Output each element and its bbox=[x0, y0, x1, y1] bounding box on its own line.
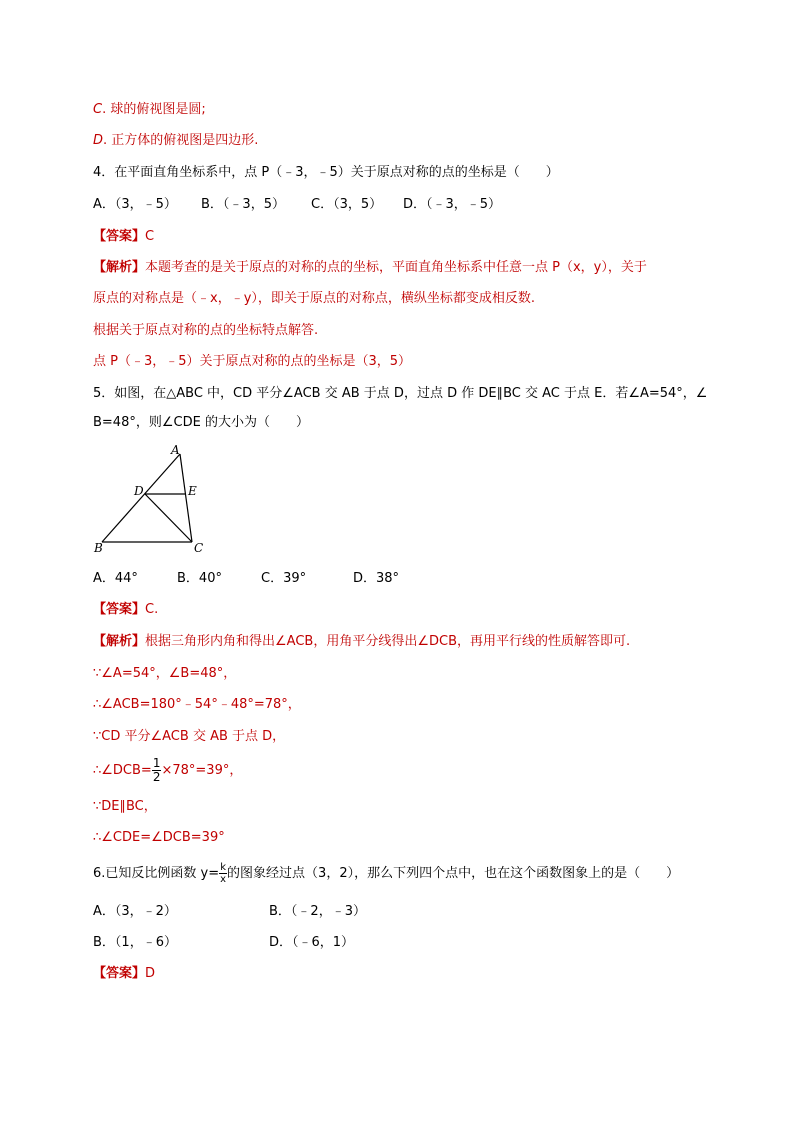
q5-analysis-1 bbox=[93, 633, 630, 651]
q6-answer-label: 【答案】 bbox=[93, 966, 146, 981]
q4-analysis-1 bbox=[93, 259, 647, 277]
q6-stem-prefix: 6.已知反比例函数 y= bbox=[93, 866, 220, 881]
fraction-denominator: 2 bbox=[152, 770, 161, 784]
q5-step-1: ∵∠A=54°，∠B=48°， bbox=[93, 666, 237, 681]
q4-option-b: B．（﹣3，5） bbox=[201, 197, 285, 212]
q5-answer-value: C. bbox=[145, 602, 159, 617]
q6-option-c: B．（1，﹣6） bbox=[93, 935, 177, 950]
q5-step-6: ∴∠CDE=∠DCB=39° bbox=[93, 830, 225, 845]
fraction-numerator: k bbox=[220, 862, 226, 873]
q4-analysis-3: 根据关于原点对称的点的坐标特点解答. bbox=[93, 323, 319, 338]
q5-step-4-prefix: ∴∠DCB= bbox=[93, 763, 152, 778]
label-e: E bbox=[188, 484, 197, 498]
q3-option-c-letter: C bbox=[93, 102, 103, 117]
q5-stem-1: 5．如图，在△ABC 中，CD 平分∠ACB 交 AB 于点 D，过点 D 作 DE∥BC 交 AC 于点 E．若∠A=54°，∠ bbox=[93, 386, 708, 401]
q3-option-c bbox=[93, 101, 206, 119]
triangle-figure bbox=[88, 438, 218, 560]
q5-answer-label: 【答案】 bbox=[93, 602, 146, 617]
q4-analysis-text-1: 本题考查的是关于原点的对称的点的坐标，平面直角坐标系中任意一点 P（x，y），关于 bbox=[145, 260, 647, 275]
q5-answer bbox=[93, 601, 158, 619]
segment-ab bbox=[102, 454, 180, 542]
q5-option-b: B．40° bbox=[177, 571, 222, 586]
q3-option-c-text: . 球的俯视图是圆; bbox=[102, 102, 206, 117]
q4-analysis-label: 【解析】 bbox=[93, 260, 146, 275]
q5-option-d: D．38° bbox=[353, 571, 400, 586]
q6-stem bbox=[93, 862, 679, 885]
q5-options bbox=[93, 570, 399, 588]
q3-option-d bbox=[93, 132, 258, 150]
segment-cd bbox=[145, 494, 192, 542]
label-b: B bbox=[94, 541, 103, 555]
label-d: D bbox=[134, 484, 144, 498]
q6-options-row-2 bbox=[93, 934, 354, 952]
q4-answer-value: C bbox=[145, 229, 155, 244]
q6-option-d: D．（﹣6，1） bbox=[269, 935, 355, 950]
q4-option-a: A．（3，﹣5） bbox=[93, 197, 177, 212]
segment-ac bbox=[180, 454, 192, 542]
q5-analysis-label: 【解析】 bbox=[93, 634, 146, 649]
label-c: C bbox=[194, 541, 204, 555]
q4-analysis-2: 原点的对称点是（﹣x，﹣y），即关于原点的对称点，横纵坐标都变成相反数. bbox=[93, 291, 536, 306]
q4-answer bbox=[93, 228, 154, 246]
q5-option-a: A．44° bbox=[93, 571, 138, 586]
q4-option-d: D．（﹣3，﹣5） bbox=[403, 197, 502, 212]
q6-options-row-1 bbox=[93, 903, 366, 921]
q4-analysis-4: 点 P（﹣3，﹣5）关于原点对称的点的坐标是（3，5） bbox=[93, 354, 412, 369]
fraction-k-over-x bbox=[219, 862, 227, 885]
q5-option-c: C．39° bbox=[261, 571, 307, 586]
q4-option-c: C．（3，5） bbox=[311, 197, 383, 212]
label-a: A bbox=[171, 443, 180, 457]
q5-step-4-suffix: ×78°=39°， bbox=[161, 763, 243, 778]
q6-option-b: B．（﹣2，﹣3） bbox=[269, 904, 366, 919]
q6-answer bbox=[93, 965, 155, 983]
q6-stem-suffix: 的图象经过点（3，2），那么下列四个点中，也在这个函数图象上的是（ ） bbox=[227, 866, 680, 881]
q5-stem-2: B=48°，则∠CDE 的大小为（ ） bbox=[93, 415, 309, 430]
q4-options bbox=[93, 196, 501, 214]
q3-option-d-letter: D bbox=[93, 133, 104, 148]
q4-answer-label: 【答案】 bbox=[93, 229, 146, 244]
q3-option-d-text: . 正方体的俯视图是四边形. bbox=[103, 133, 259, 148]
q4-stem: 4．在平面直角坐标系中，点 P（﹣3，﹣5）关于原点对称的点的坐标是（ ） bbox=[93, 165, 559, 180]
fraction-numerator: 1 bbox=[152, 756, 161, 770]
q6-answer-value: D bbox=[145, 966, 156, 981]
q5-step-5: ∵DE∥BC， bbox=[93, 799, 157, 814]
q5-step-2: ∴∠ACB=180°﹣54°﹣48°=78°， bbox=[93, 697, 301, 712]
q5-step-3: ∵CD 平分∠ACB 交 AB 于点 D， bbox=[93, 729, 286, 744]
q5-step-4 bbox=[93, 757, 242, 784]
q6-option-a: A．（3，﹣2） bbox=[93, 904, 177, 919]
q5-analysis-text-1: 根据三角形内角和得出∠ACB，用角平分线得出∠DCB，再用平行线的性质解答即可. bbox=[145, 634, 631, 649]
fraction-denominator: x bbox=[220, 874, 227, 885]
